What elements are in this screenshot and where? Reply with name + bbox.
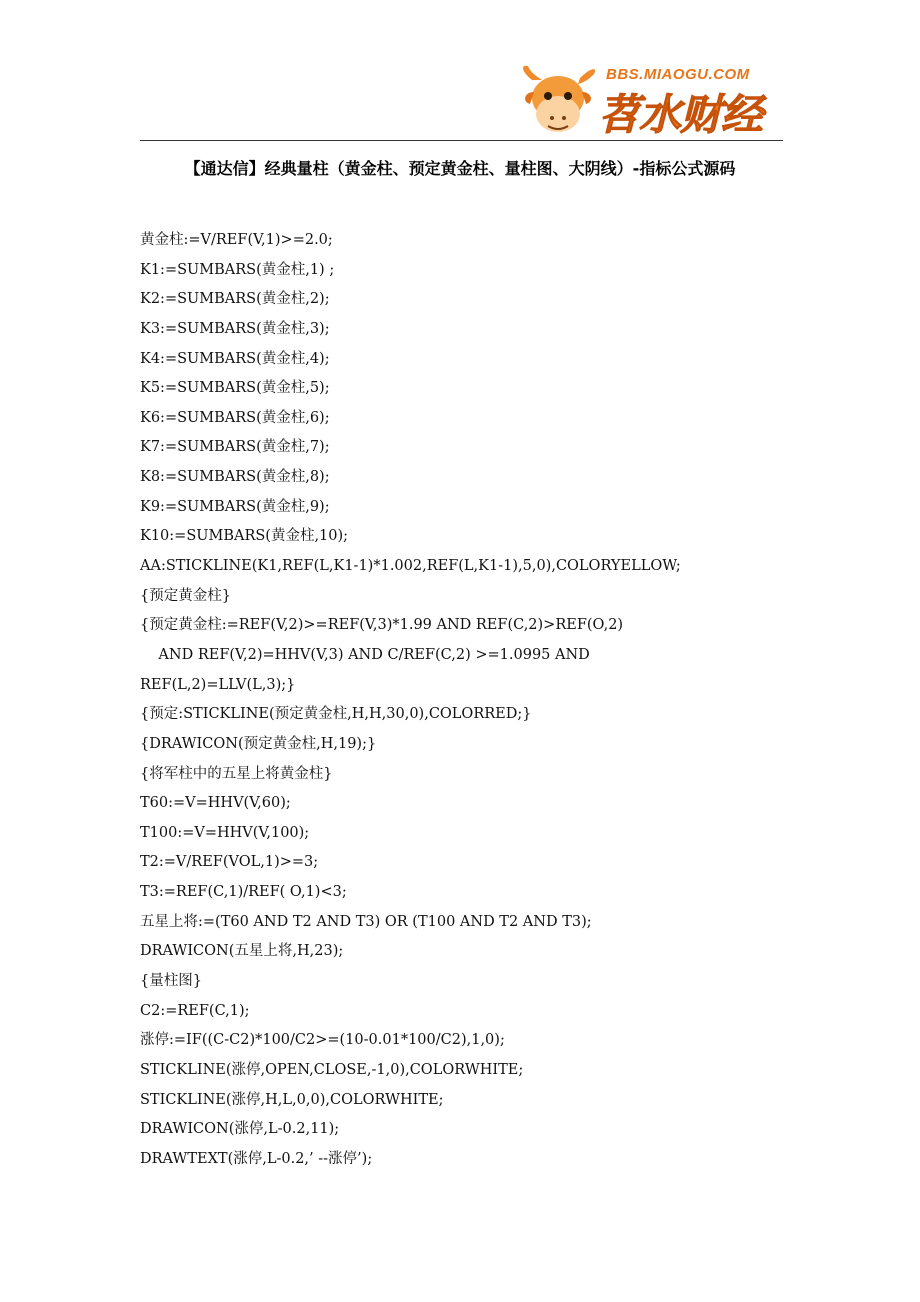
code-line: T2:=V/REF(VOL,1)>=3; [140, 854, 319, 871]
code-line: K5:=SUMBARS(黄金柱,5); [140, 380, 330, 397]
header-divider [140, 140, 783, 141]
code-line: AND REF(V,2)=HHV(V,3) AND C/REF(C,2) >=1.0995 AND [140, 646, 590, 663]
code-line: 五星上将:=(T60 AND T2 AND T3) OR (T100 AND T2 AND T3); [140, 913, 592, 930]
code-line: DRAWICON(五星上将,H,23); [140, 943, 344, 960]
code-line: {预定黄金柱:=REF(V,2)>=REF(V,3)*1.99 AND REF(C,2)>REF(O,2) [140, 617, 624, 634]
code-line: K2:=SUMBARS(黄金柱,2); [140, 291, 330, 308]
formula-code-block [140, 226, 840, 1175]
code-line: DRAWICON(涨停,L-0.2,11); [140, 1121, 340, 1138]
code-line: STICKLINE(涨停,OPEN,CLOSE,-1,0),COLORWHITE; [140, 1061, 524, 1078]
code-line: T60:=V=HHV(V,60); [140, 795, 291, 812]
code-line: AA:STICKLINE(K1,REF(L,K1-1)*1.002,REF(L,K1-1),5,0),COLORYELLOW; [140, 558, 681, 575]
code-line: K7:=SUMBARS(黄金柱,7); [140, 439, 330, 456]
document-title: 【通达信】经典量柱（黄金柱、预定黄金柱、量柱图、大阴线）-指标公式源码 [184, 159, 736, 178]
code-line: {将军柱中的五星上将黄金柱} [140, 765, 333, 782]
code-line: K10:=SUMBARS(黄金柱,10); [140, 528, 349, 545]
code-line: K9:=SUMBARS(黄金柱,9); [140, 498, 330, 515]
site-logo [518, 62, 768, 140]
code-line: {预定黄金柱} [140, 587, 231, 604]
code-line: {量柱图} [140, 973, 202, 990]
code-line: REF(L,2)=LLV(L,3);} [140, 676, 296, 693]
ox-mascot-icon [518, 62, 602, 140]
code-line: K4:=SUMBARS(黄金柱,4); [140, 350, 330, 367]
code-line: K3:=SUMBARS(黄金柱,3); [140, 320, 330, 337]
code-line: 黄金柱:=V/REF(V,1)>=2.0; [140, 232, 333, 248]
code-line: K6:=SUMBARS(黄金柱,6); [140, 409, 330, 426]
code-line: STICKLINE(涨停,H,L,0,0),COLORWHITE; [140, 1091, 444, 1108]
code-line: K1:=SUMBARS(黄金柱,1) ; [140, 261, 335, 278]
code-line: 涨停:=IF((C-C2)*100/C2>=(10-0.01*100/C2),1,0); [140, 1032, 505, 1049]
code-line: {DRAWICON(预定黄金柱,H,19);} [140, 735, 377, 752]
code-line: C2:=REF(C,1); [140, 1002, 250, 1019]
code-line: K8:=SUMBARS(黄金柱,8); [140, 469, 330, 486]
code-line: T3:=REF(C,1)/REF( O,1)<3; [140, 884, 347, 901]
code-line: {预定:STICKLINE(预定黄金柱,H,H,30,0),COLORRED;} [140, 706, 532, 723]
logo-name: 苕水财经 [598, 90, 763, 139]
code-line: DRAWTEXT(涨停,L-0.2,’ --涨停’); [140, 1150, 373, 1167]
code-line: T100:=V=HHV(V,100); [140, 824, 310, 841]
logo-url: BBS.MIAOGU.COM [606, 66, 750, 83]
